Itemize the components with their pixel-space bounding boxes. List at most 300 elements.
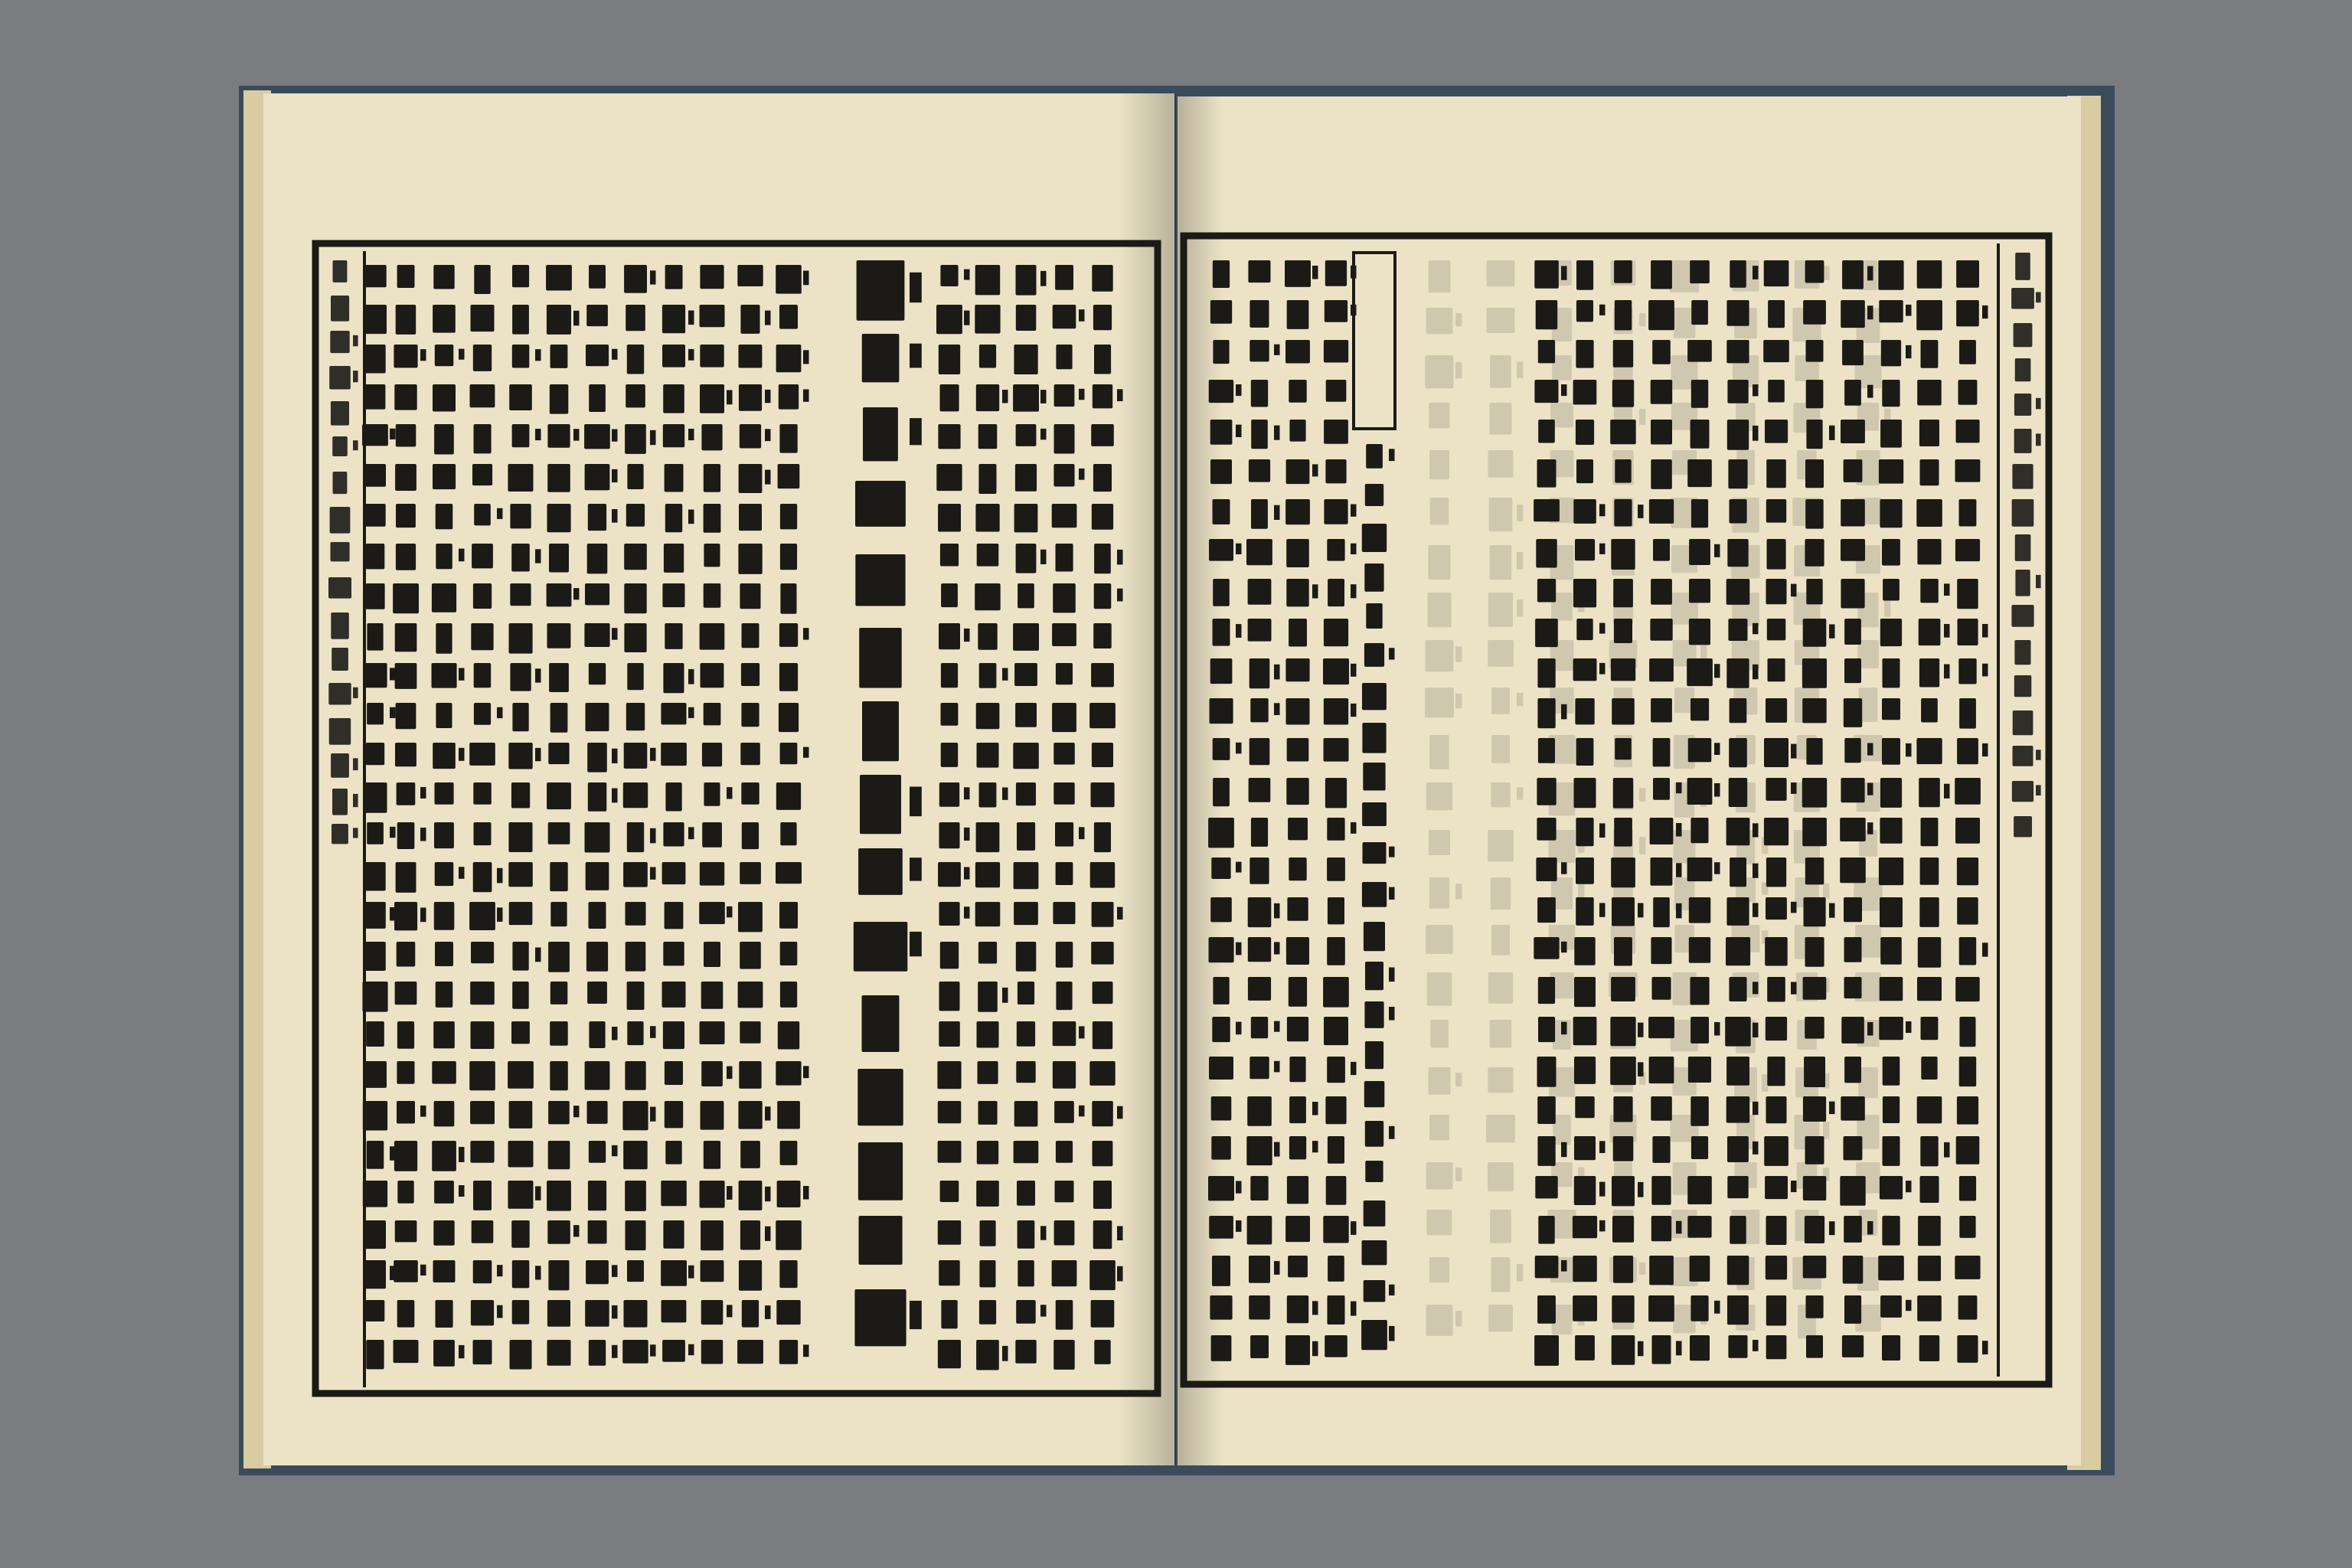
glyph-mark — [1365, 1121, 1383, 1147]
glyph-mark — [1959, 340, 1976, 364]
glyph-mark — [704, 703, 721, 725]
glyph-mark — [1055, 265, 1073, 290]
glyph-mark — [1883, 1136, 1900, 1166]
glyph-mark — [1289, 1057, 1305, 1082]
glyph-mark — [1729, 738, 1747, 767]
glyph-mark — [1056, 544, 1073, 572]
glyph-mark — [511, 1021, 530, 1044]
glyph-mark — [978, 424, 998, 449]
glyph-mark — [396, 424, 416, 447]
reading-mark — [1676, 1341, 1682, 1356]
glyph-mark — [1287, 897, 1308, 921]
glyph-mark — [1574, 1176, 1596, 1205]
glyph-mark — [1917, 260, 1942, 289]
reading-mark — [650, 1344, 656, 1356]
reading-mark — [612, 430, 618, 442]
glyph-mark — [1883, 579, 1900, 601]
glyph-mark — [1726, 340, 1749, 363]
glyph-mark — [700, 265, 724, 289]
glyph-mark — [1689, 539, 1710, 565]
glyph-mark — [740, 305, 760, 334]
reading-mark — [1791, 782, 1797, 794]
reading-mark — [910, 273, 922, 302]
glyph-mark — [700, 623, 725, 650]
glyph-mark — [1250, 1057, 1269, 1079]
glyph-mark — [1488, 972, 1513, 1004]
glyph-mark — [739, 1061, 761, 1089]
reading-mark — [1944, 665, 1950, 679]
glyph-mark — [397, 822, 415, 849]
glyph-mark — [1538, 1216, 1554, 1244]
glyph-mark — [1327, 937, 1345, 965]
glyph-mark — [1213, 499, 1230, 524]
glyph-mark — [1691, 380, 1708, 408]
glyph-mark — [1916, 738, 1942, 764]
glyph-mark — [471, 1021, 495, 1049]
glyph-mark — [1094, 544, 1111, 573]
glyph-mark — [625, 1181, 646, 1211]
reading-mark — [1791, 982, 1797, 995]
glyph-mark — [939, 623, 960, 649]
glyph-mark — [394, 1141, 417, 1171]
glyph-mark — [626, 504, 645, 527]
glyph-mark — [776, 862, 802, 884]
glyph-mark — [547, 464, 570, 492]
glyph-mark — [1725, 1017, 1751, 1047]
glyph-mark — [1841, 539, 1865, 561]
glyph-mark — [1365, 1161, 1383, 1182]
glyph-mark — [780, 942, 798, 965]
glyph-mark — [776, 782, 801, 810]
reading-mark — [1638, 1182, 1644, 1197]
glyph-mark — [661, 703, 686, 724]
reading-mark — [1829, 426, 1835, 440]
glyph-mark — [1013, 623, 1039, 651]
glyph-mark — [1014, 902, 1038, 925]
glyph-mark — [364, 942, 386, 971]
glyph-mark — [471, 1300, 494, 1325]
reading-mark — [1753, 623, 1759, 635]
reading-mark — [650, 1026, 656, 1038]
reading-mark — [1867, 305, 1873, 319]
glyph-mark — [363, 782, 387, 813]
glyph-mark — [940, 544, 959, 567]
glyph-mark — [859, 628, 902, 688]
glyph-mark — [975, 265, 1001, 295]
reading-mark — [612, 1345, 618, 1358]
reading-mark — [535, 948, 541, 962]
reading-mark — [612, 1145, 618, 1156]
glyph-mark — [1213, 579, 1230, 606]
glyph-mark — [509, 1101, 533, 1129]
glyph-mark — [701, 1101, 724, 1130]
reading-mark — [964, 867, 970, 880]
glyph-mark — [975, 902, 1001, 926]
glyph-mark — [1289, 858, 1306, 880]
glyph-mark — [1014, 862, 1039, 889]
reading-mark — [1561, 1022, 1567, 1035]
glyph-mark — [1691, 300, 1708, 325]
glyph-mark — [779, 703, 799, 732]
glyph-mark — [395, 623, 417, 652]
glyph-mark — [1328, 1256, 1344, 1282]
glyph-mark — [472, 1220, 494, 1243]
glyph-mark — [740, 743, 760, 765]
glyph-mark — [1328, 897, 1344, 924]
reading-mark — [1982, 305, 1988, 318]
reading-mark — [765, 1227, 771, 1241]
glyph-mark — [1651, 1096, 1672, 1121]
glyph-mark — [1726, 1057, 1749, 1086]
glyph-mark — [1365, 962, 1383, 990]
glyph-mark — [473, 1260, 492, 1283]
glyph-mark — [1919, 778, 1940, 807]
glyph-mark — [1324, 738, 1349, 762]
glyph-mark — [2014, 394, 2031, 416]
glyph-mark — [1287, 1295, 1308, 1323]
reading-mark — [1829, 903, 1835, 918]
reading-mark — [497, 868, 503, 884]
reading-mark — [803, 628, 809, 639]
glyph-mark — [1844, 619, 1861, 645]
glyph-mark — [1535, 1256, 1559, 1278]
glyph-mark — [550, 703, 568, 733]
glyph-mark — [1092, 265, 1112, 292]
glyph-mark — [1536, 300, 1558, 329]
glyph-mark — [1653, 539, 1670, 561]
glyph-mark — [1537, 1057, 1557, 1087]
glyph-mark — [584, 623, 609, 647]
glyph-mark — [1093, 1141, 1113, 1166]
glyph-mark — [976, 384, 999, 411]
reading-mark — [353, 440, 358, 450]
reading-mark — [497, 508, 503, 519]
reading-mark — [420, 908, 426, 923]
glyph-mark — [1364, 1081, 1385, 1107]
glyph-mark — [737, 265, 763, 286]
glyph-mark — [701, 1220, 724, 1250]
glyph-mark — [549, 544, 569, 573]
glyph-mark — [1491, 877, 1511, 910]
glyph-mark — [1092, 902, 1114, 927]
reading-mark — [1040, 1226, 1047, 1240]
glyph-mark — [1955, 818, 1980, 844]
glyph-mark — [1879, 1017, 1903, 1040]
glyph-mark — [362, 424, 388, 446]
glyph-mark — [1488, 593, 1513, 627]
glyph-mark — [1250, 1176, 1268, 1200]
glyph-mark — [589, 384, 606, 412]
glyph-mark — [436, 544, 452, 569]
reading-mark — [1117, 389, 1123, 401]
glyph-mark — [702, 822, 722, 848]
glyph-mark — [1364, 922, 1385, 951]
reading-mark — [612, 749, 618, 763]
glyph-mark — [1612, 897, 1635, 926]
glyph-mark — [1575, 539, 1595, 560]
reading-mark — [688, 311, 694, 325]
glyph-mark — [1091, 663, 1114, 687]
reading-mark — [1351, 544, 1357, 554]
glyph-mark — [1920, 459, 1939, 485]
glyph-mark — [508, 822, 532, 852]
glyph-mark — [1614, 499, 1632, 527]
reading-mark — [1351, 1062, 1357, 1075]
glyph-mark — [1285, 499, 1310, 524]
glyph-mark — [1491, 782, 1510, 807]
glyph-mark — [1803, 1176, 1827, 1200]
glyph-mark — [473, 583, 492, 609]
reading-mark — [1117, 1226, 1123, 1240]
glyph-mark — [862, 995, 900, 1052]
glyph-mark — [547, 1300, 570, 1327]
glyph-mark — [1956, 420, 1980, 443]
reading-mark — [1753, 864, 1759, 878]
glyph-mark — [1690, 1017, 1709, 1044]
glyph-mark — [1324, 499, 1348, 524]
glyph-mark — [1429, 877, 1449, 909]
glyph-mark — [741, 663, 760, 686]
glyph-mark — [977, 743, 999, 768]
reading-mark — [1867, 1221, 1873, 1234]
reading-mark — [1312, 266, 1318, 279]
reading-mark — [497, 1305, 503, 1318]
glyph-mark — [624, 623, 646, 652]
reading-mark — [765, 470, 771, 485]
glyph-mark — [700, 862, 724, 886]
reading-mark — [1517, 599, 1523, 617]
reading-mark — [612, 1265, 618, 1277]
glyph-mark — [1653, 738, 1671, 766]
glyph-mark — [397, 942, 416, 967]
glyph-mark — [1246, 539, 1272, 565]
glyph-mark — [978, 623, 997, 650]
reading-mark — [1906, 1021, 1912, 1033]
glyph-mark — [512, 982, 529, 1009]
glyph-mark — [1766, 1096, 1787, 1123]
glyph-mark — [1212, 1256, 1230, 1286]
glyph-mark — [941, 703, 959, 726]
glyph-mark — [858, 848, 903, 895]
reading-mark — [353, 758, 358, 770]
glyph-mark — [1958, 619, 1978, 645]
glyph-mark — [1574, 977, 1596, 1007]
glyph-mark — [2012, 499, 2034, 527]
reading-mark — [1002, 390, 1008, 403]
glyph-mark — [665, 464, 684, 492]
reading-mark — [1829, 1221, 1835, 1235]
reading-mark — [727, 390, 733, 405]
glyph-mark — [1213, 260, 1230, 288]
glyph-mark — [1089, 1061, 1115, 1086]
reading-mark — [1117, 1106, 1123, 1119]
glyph-mark — [1052, 1260, 1077, 1286]
glyph-mark — [1428, 545, 1450, 580]
reading-mark — [1312, 1102, 1318, 1116]
glyph-mark — [860, 775, 901, 834]
glyph-mark — [1052, 504, 1077, 528]
glyph-mark — [979, 1260, 995, 1287]
glyph-mark — [474, 504, 491, 525]
glyph-mark — [434, 822, 454, 848]
reading-mark — [612, 349, 618, 360]
glyph-mark — [1427, 972, 1452, 1006]
glyph-mark — [1651, 698, 1672, 723]
glyph-mark — [546, 265, 572, 291]
glyph-mark — [1091, 1300, 1115, 1328]
glyph-mark — [1687, 459, 1712, 487]
glyph-mark — [474, 424, 492, 453]
glyph-mark — [1803, 300, 1826, 325]
glyph-mark — [1765, 1176, 1788, 1199]
glyph-mark — [1690, 1256, 1710, 1282]
glyph-mark — [1612, 1176, 1635, 1206]
reading-mark — [1753, 426, 1759, 441]
glyph-mark — [1919, 1335, 1940, 1361]
glyph-mark — [1767, 539, 1786, 570]
glyph-mark — [1613, 340, 1634, 368]
glyph-mark — [1726, 1096, 1750, 1123]
glyph-mark — [1093, 623, 1112, 648]
glyph-mark — [1767, 977, 1785, 1002]
reading-mark — [688, 707, 694, 718]
reading-mark — [1002, 988, 1008, 1003]
reading-mark — [573, 588, 580, 599]
glyph-mark — [363, 663, 387, 688]
glyph-mark — [1056, 942, 1073, 968]
glyph-mark — [1429, 830, 1450, 855]
glyph-mark — [1323, 1216, 1348, 1243]
glyph-mark — [1017, 822, 1035, 851]
glyph-mark — [1726, 897, 1749, 926]
glyph-mark — [626, 902, 646, 926]
reading-mark — [1351, 505, 1357, 517]
glyph-mark — [436, 623, 452, 654]
glyph-mark — [1842, 1335, 1864, 1357]
reading-mark — [1829, 624, 1835, 638]
glyph-mark — [1534, 1335, 1559, 1366]
glyph-mark — [701, 1260, 724, 1282]
glyph-mark — [394, 1340, 419, 1363]
glyph-mark — [1576, 858, 1594, 884]
glyph-mark — [975, 583, 1001, 610]
glyph-mark — [936, 464, 962, 491]
reading-mark — [1236, 1022, 1242, 1035]
reading-mark — [1639, 788, 1645, 802]
glyph-mark — [1093, 384, 1112, 408]
glyph-mark — [512, 265, 529, 287]
glyph-mark — [1573, 1017, 1597, 1045]
reading-mark — [1638, 1062, 1644, 1076]
reading-mark — [765, 1106, 771, 1120]
reading-mark — [964, 629, 970, 642]
glyph-mark — [1016, 544, 1037, 573]
glyph-mark — [622, 1340, 648, 1364]
reading-mark — [688, 429, 694, 440]
reading-mark — [1312, 1141, 1318, 1152]
glyph-mark — [1209, 1057, 1233, 1080]
glyph-mark — [941, 663, 958, 688]
reading-mark — [1906, 1300, 1912, 1311]
glyph-mark — [332, 648, 348, 671]
glyph-mark — [1426, 640, 1454, 671]
glyph-mark — [1249, 1295, 1270, 1320]
glyph-mark — [1537, 658, 1555, 688]
glyph-mark — [624, 265, 647, 293]
glyph-mark — [976, 1181, 999, 1207]
glyph-mark — [587, 1101, 608, 1124]
reading-mark — [1517, 552, 1523, 570]
reading-mark — [1561, 266, 1567, 279]
reading-mark — [1700, 645, 1707, 658]
reading-mark — [1982, 1341, 1988, 1354]
glyph-mark — [1729, 977, 1746, 1001]
glyph-mark — [471, 623, 493, 650]
glyph-mark — [1727, 1256, 1749, 1285]
glyph-mark — [662, 982, 686, 1008]
glyph-mark — [397, 1061, 414, 1084]
glyph-mark — [1803, 1096, 1826, 1122]
glyph-mark — [433, 265, 454, 289]
reading-mark — [964, 311, 970, 325]
reading-mark — [1599, 623, 1606, 634]
glyph-mark — [1763, 340, 1789, 362]
glyph-mark — [396, 504, 416, 528]
glyph-mark — [1537, 778, 1556, 805]
glyph-mark — [1056, 1300, 1073, 1330]
glyph-mark — [547, 1340, 571, 1366]
glyph-mark — [1764, 818, 1788, 845]
glyph-mark — [1537, 698, 1555, 728]
glyph-mark — [1250, 698, 1268, 722]
glyph-mark — [1487, 308, 1515, 333]
reading-mark — [1753, 823, 1759, 837]
glyph-mark — [1727, 1136, 1749, 1162]
reading-mark — [1274, 1261, 1280, 1275]
glyph-mark — [665, 902, 684, 929]
glyph-mark — [1538, 340, 1555, 363]
reading-mark — [1561, 942, 1567, 952]
glyph-mark — [779, 1260, 797, 1288]
glyph-mark — [1016, 1300, 1036, 1324]
glyph-mark — [1249, 778, 1271, 802]
glyph-mark — [1210, 459, 1232, 484]
glyph-mark — [1014, 1141, 1039, 1163]
glyph-mark — [333, 260, 348, 283]
glyph-mark — [739, 1260, 762, 1291]
glyph-mark — [776, 265, 802, 294]
glyph-mark — [740, 1141, 760, 1168]
glyph-mark — [1802, 818, 1827, 846]
glyph-mark — [855, 554, 905, 606]
glyph-mark — [1248, 897, 1272, 927]
glyph-mark — [364, 1061, 387, 1088]
glyph-mark — [397, 1300, 415, 1328]
reading-mark — [1517, 505, 1523, 521]
glyph-mark — [665, 623, 682, 649]
reading-mark — [1117, 907, 1123, 920]
reading-mark — [1561, 1142, 1567, 1157]
glyph-mark — [547, 1220, 570, 1244]
glyph-mark — [432, 663, 457, 688]
glyph-mark — [1210, 897, 1232, 922]
glyph-mark — [434, 902, 455, 930]
glyph-mark — [1426, 1305, 1453, 1336]
glyph-mark — [469, 1061, 495, 1090]
glyph-mark — [1613, 1096, 1632, 1122]
glyph-mark — [1611, 539, 1635, 570]
glyph-mark — [1014, 1101, 1038, 1127]
